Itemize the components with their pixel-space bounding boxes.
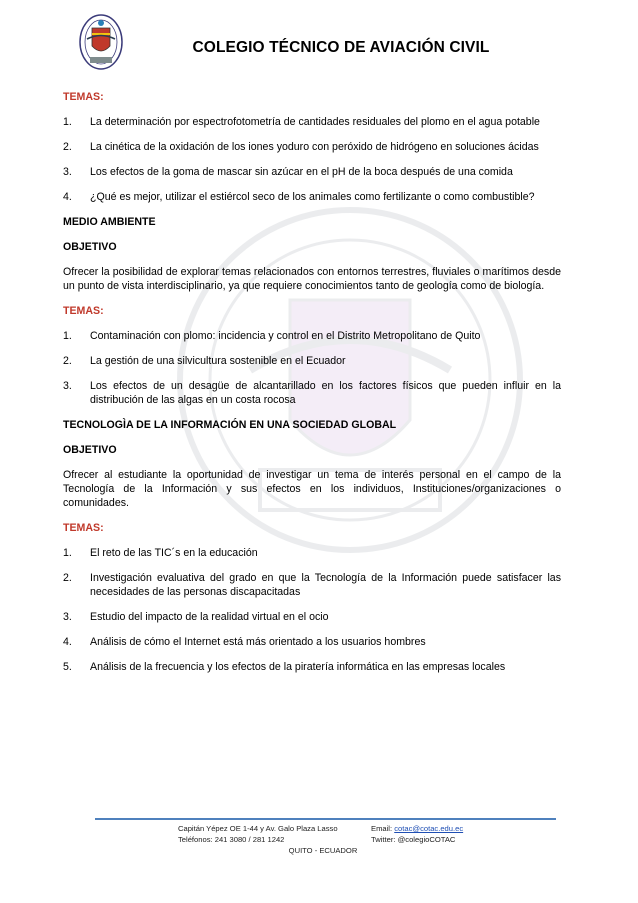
- objetivo-text-3: Ofrecer al estudiante la oportunidad de investigar un tema de interés personal en el campo de la Tecnología de la Información y sus efectos en los individuos, Instituciones/organizaciones o comunidades.: [63, 469, 561, 509]
- footer-contact-block: [371, 823, 463, 845]
- email-link[interactable]: cotac@cotac.edu.ec: [394, 824, 464, 833]
- temas-heading-1: TEMAS:: [63, 91, 104, 103]
- list-item: 4. ¿Qué es mejor, utilizar el estiércol seco de los animales como fertilizante o como combustible?: [63, 191, 535, 203]
- list-item: 1. Contaminación con plomo: incidencia y control en el Distrito Metropolitano de Quito: [63, 330, 481, 342]
- objetivo-heading-3: OBJETIVO: [63, 444, 117, 456]
- objetivo-text-2: Ofrecer la posibilidad de explorar temas relacionados con entornos terrestres, fluviales o marítimos desde un punto de vista interdisciplinario, ya que requiere conocimientos tanto de geología como de biología.: [63, 266, 561, 292]
- section-title-tecnologia: TECNOLOGÌA DE LA INFORMACIÓN EN UNA SOCIEDAD GLOBAL: [63, 419, 397, 431]
- footer-address-block: [178, 823, 338, 845]
- document-body: [63, 90, 561, 685]
- temas-heading-3: TEMAS:: [63, 522, 104, 534]
- footer-address: Capitán Yépez OE 1-44 y Av. Galo Plaza Lasso: [178, 824, 338, 833]
- temas-heading-2: TEMAS:: [63, 305, 104, 317]
- list-item: 4. Análisis de cómo el Internet está más orientado a los usuarios hombres: [63, 636, 426, 648]
- list-item: 2. La gestión de una silvicultura sostenible en el Ecuador: [63, 355, 346, 367]
- list-item: 2. Investigación evaluativa del grado en que la Tecnología de la Información puede satisfacer las necesidades de las personas discapacitadas: [63, 572, 561, 598]
- list-item: 1. La determinación por espectrofotometría de cantidades residuales del plomo en el agua potable: [63, 116, 540, 128]
- footer-email: Email: cotac@cotac.edu.ec: [371, 824, 464, 833]
- section-title-medio-ambiente: MEDIO AMBIENTE: [63, 216, 156, 228]
- objetivo-heading-2: OBJETIVO: [63, 241, 117, 253]
- list-item: 3. Estudio del impacto de la realidad virtual en el ocio: [63, 611, 329, 623]
- list-item: 3. Los efectos de un desagüe de alcantarillado en los factores físicos que pueden influir en la distribución de las algas en un costa rocosa: [63, 380, 561, 406]
- list-item: 2. La cinética de la oxidación de los iones yoduro con peróxido de hidrógeno en soluciones ácidas: [63, 141, 539, 153]
- document-title: COLEGIO TÉCNICO DE AVIACIÓN CIVIL: [192, 39, 490, 56]
- footer-phones: Teléfonos: 241 3080 / 281 1242: [178, 835, 285, 844]
- list-item: 3. Los efectos de la goma de mascar sin azúcar en el pH de la boca después de una comida: [63, 166, 513, 178]
- footer-divider: [95, 818, 556, 820]
- footer-twitter: Twitter: @colegioCOTAC: [371, 835, 456, 844]
- list-item: 5. Análisis de la frecuencia y los efectos de la piratería informática en las empresas locales: [63, 661, 506, 673]
- list-item: 1. El reto de las TIC´s en la educación: [63, 547, 258, 559]
- footer-city: QUITO - ECUADOR: [288, 846, 358, 855]
